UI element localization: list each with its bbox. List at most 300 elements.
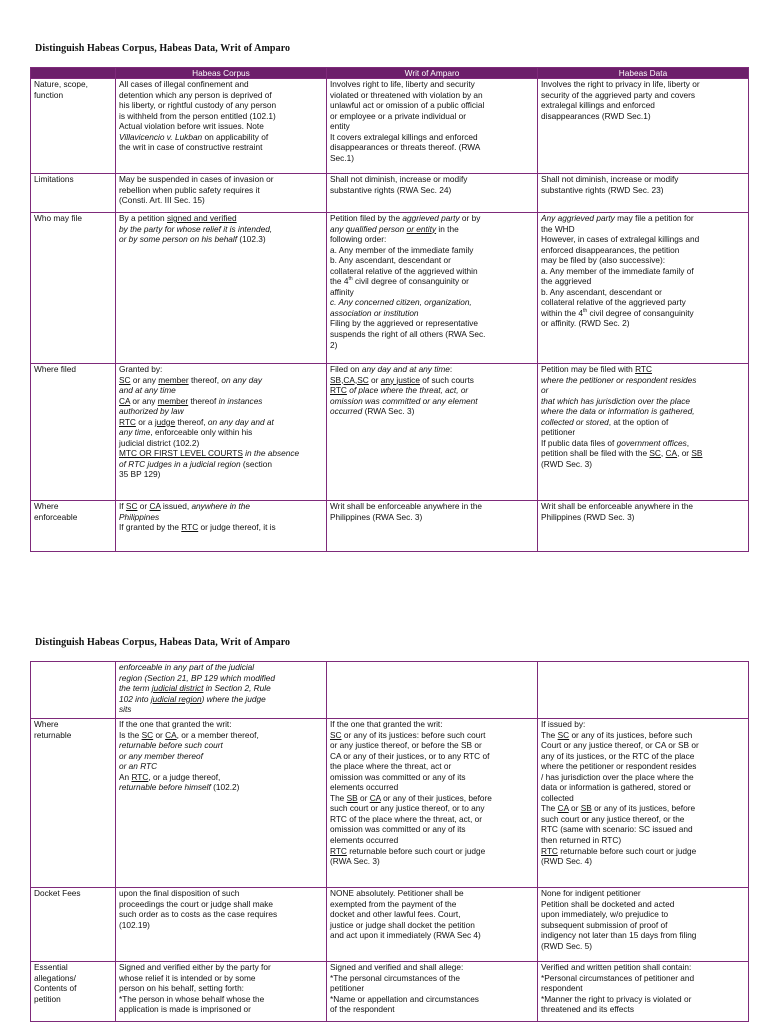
text-line	[119, 501, 323, 512]
row-label-line: Where	[34, 501, 59, 511]
text-segment: justice or judge shall docket the petition	[330, 919, 475, 930]
row-label-line: Contents of	[34, 983, 77, 994]
text-line	[330, 814, 534, 825]
text-segment: entity	[330, 121, 350, 132]
row-label-line: Where filed	[34, 364, 76, 374]
text-segment: SB	[580, 803, 592, 814]
text-line	[119, 772, 323, 783]
text-line	[119, 396, 323, 407]
text-segment: the term	[119, 683, 152, 694]
text-segment: aggrieved party	[402, 213, 460, 223]
text-line	[541, 814, 745, 825]
text-line	[119, 512, 323, 523]
text-line	[330, 245, 534, 256]
text-line	[541, 719, 745, 730]
text-line	[330, 973, 534, 984]
text-line	[119, 79, 323, 90]
text-segment: data or information is gathered, stored or	[541, 782, 691, 793]
text-segment: the 4	[330, 276, 349, 287]
text-segment: that which has jurisdiction over the place	[541, 395, 690, 406]
text-line	[119, 213, 323, 224]
text-line	[541, 909, 745, 920]
text-segment: *Manner the right to privacy is violated or	[541, 993, 692, 1004]
text-line	[541, 245, 745, 256]
text-line	[330, 340, 534, 351]
text-line	[541, 90, 745, 101]
text-segment: Any aggrieved party	[541, 213, 615, 223]
text-line	[330, 364, 534, 375]
text-line	[541, 772, 745, 783]
text-segment: or by	[459, 213, 481, 223]
table-row-where-enforceable	[31, 501, 749, 552]
text-segment: Philippines (RWA Sec. 3)	[330, 511, 423, 522]
text-segment: in instances	[218, 395, 263, 406]
text-line	[330, 255, 534, 266]
text-segment: may be filed by (also successive):	[541, 255, 666, 266]
text-line	[119, 111, 323, 122]
text-segment: If the one that granted the writ:	[330, 719, 443, 729]
text-segment: thereof,	[188, 374, 222, 385]
text-segment: judicial district (102.2)	[119, 437, 200, 448]
text-segment: Philippines (RWD Sec. 3)	[541, 511, 635, 522]
text-segment: thereof	[188, 395, 219, 406]
text-segment: or	[357, 792, 370, 803]
text-segment: where the data or information is gathered,	[541, 406, 695, 417]
text-segment: of the respondent	[330, 1004, 395, 1015]
text-line	[541, 856, 745, 867]
text-line	[330, 782, 534, 793]
text-segment: , or a judge thereof,	[148, 771, 221, 782]
row-label	[31, 662, 116, 719]
text-segment: petitioner	[330, 983, 365, 994]
text-line	[541, 941, 745, 952]
row-label-line: Where	[34, 719, 59, 729]
text-line	[541, 213, 745, 224]
text-segment: of place where the threat, act, or	[346, 385, 469, 396]
text-segment: Writ shall be enforceable anywhere in the	[330, 501, 483, 511]
text-line	[541, 973, 745, 984]
text-segment: CA	[165, 729, 177, 740]
cell-habeas-corpus	[116, 962, 327, 1022]
text-line	[541, 111, 745, 122]
table-row-essential-allegations-contents-of-petition	[31, 962, 749, 1022]
text-segment: upon the final disposition of such	[119, 888, 240, 898]
text-line	[330, 297, 534, 308]
text-segment: CA	[665, 448, 678, 459]
text-segment: the WHD	[541, 223, 575, 234]
cell-writ-of-amparo	[327, 719, 538, 888]
text-segment: (Consti. Art. III Sec. 15)	[119, 195, 205, 206]
text-segment: threatened and its effects	[541, 1004, 635, 1015]
text-segment: th	[582, 308, 588, 315]
text-segment: a. Any member of the immediate family of	[541, 265, 694, 276]
text-line	[119, 888, 323, 899]
text-segment: association or institution	[330, 307, 419, 318]
text-line	[541, 920, 745, 931]
table-row-where-returnable	[31, 719, 749, 888]
text-line	[330, 406, 534, 417]
text-line	[541, 438, 745, 449]
text-segment: Court or any justice thereof, or CA or SB or	[541, 740, 699, 751]
row-label-line: allegations/	[34, 972, 76, 983]
header-habeas-corpus: Habeas Corpus	[116, 68, 327, 79]
text-segment: such order as to costs as the case requires	[119, 909, 278, 920]
cell-writ-of-amparo	[327, 79, 538, 174]
text-segment: May be suspended in cases of invasion or	[119, 174, 274, 184]
text-line	[330, 121, 534, 132]
text-segment: , or	[677, 448, 692, 459]
text-segment: If the one that granted the writ:	[119, 719, 232, 729]
text-segment: RTC	[131, 771, 149, 782]
text-segment: omission was committed or any of its	[330, 824, 466, 835]
cell-habeas-data	[538, 79, 749, 174]
text-segment: judicial region	[150, 693, 202, 704]
text-segment: An	[119, 771, 132, 782]
text-line	[119, 522, 323, 533]
text-segment: in the	[436, 223, 459, 234]
cell-writ-of-amparo	[327, 213, 538, 364]
table-row-nature-scope-function	[31, 79, 749, 174]
cell-writ-of-amparo	[327, 501, 538, 552]
row-label-line: Limitations	[34, 174, 74, 184]
text-line	[330, 276, 534, 287]
text-line	[330, 234, 534, 245]
cell-habeas-data	[538, 174, 749, 213]
text-line	[330, 79, 534, 90]
text-segment: ) where the judge	[201, 693, 266, 704]
text-line	[330, 772, 534, 783]
table-row-who-may-file	[31, 213, 749, 364]
cell-writ-of-amparo	[327, 662, 538, 719]
text-segment: or a	[135, 416, 155, 427]
text-segment: or any of its justices, before	[591, 803, 696, 814]
text-line	[119, 973, 323, 984]
text-line	[119, 719, 323, 730]
text-segment: or	[568, 803, 581, 814]
row-label	[31, 213, 116, 364]
cell-writ-of-amparo	[327, 962, 538, 1022]
text-line	[541, 983, 745, 994]
table-row-docket-fees	[31, 888, 749, 962]
text-line	[119, 121, 323, 132]
text-segment: is withheld from the person entitled (102.1)	[119, 110, 276, 121]
text-segment: Sec.1)	[330, 152, 354, 163]
row-label	[31, 501, 116, 552]
text-line	[330, 142, 534, 153]
text-segment: CA	[119, 395, 131, 406]
text-line	[541, 930, 745, 941]
text-segment: rebellion when public safety requires it	[119, 184, 260, 195]
text-line	[119, 459, 323, 470]
cell-habeas-data	[538, 364, 749, 501]
text-segment: signed and verified	[166, 213, 237, 223]
text-segment: RTC	[119, 416, 136, 427]
text-segment: collected	[541, 792, 574, 803]
cell-habeas-corpus	[116, 364, 327, 501]
text-segment: *The person in whose behalf whose the	[119, 993, 265, 1004]
text-segment: exempted from the payment of the	[330, 898, 457, 909]
text-segment: Filed on	[330, 364, 362, 374]
text-segment: where the petitioner or respondent resides	[541, 761, 697, 772]
text-segment: government offices	[616, 437, 687, 448]
text-segment: proceedings the court or judge shall make	[119, 898, 274, 909]
text-segment: Actual violation before writ issues. Note	[119, 121, 264, 132]
text-segment: RTC	[181, 522, 199, 533]
text-segment: SB	[346, 792, 358, 803]
text-segment: RTC	[541, 845, 558, 856]
text-line	[330, 308, 534, 319]
text-segment: on applicability of	[202, 131, 269, 142]
text-line	[119, 174, 323, 185]
text-segment: enforced disappearances, the petition	[541, 244, 680, 255]
row-label-line: Who may file	[34, 213, 82, 223]
text-line	[541, 276, 745, 287]
text-segment: (RWA Sec. 3)	[330, 856, 380, 867]
text-segment: petition shall be filed with the	[541, 448, 650, 459]
text-segment: or by some person on his behalf	[119, 234, 238, 245]
text-segment: ,	[660, 448, 666, 459]
text-line	[541, 174, 745, 185]
text-line	[330, 920, 534, 931]
text-segment: SC	[649, 448, 661, 459]
text-segment: SC	[141, 729, 154, 740]
text-line	[541, 740, 745, 751]
text-line	[330, 512, 534, 523]
row-label-line: function	[34, 89, 64, 100]
text-segment: The	[330, 792, 347, 803]
text-segment: *The personal circumstances of the	[330, 972, 461, 983]
text-segment: civil degree of consanguinity or	[352, 276, 469, 287]
text-segment: (RWD Sec. 3)	[541, 458, 593, 469]
text-segment: (102.3)	[237, 234, 266, 245]
text-segment: ,	[686, 437, 690, 448]
text-line	[541, 846, 745, 857]
text-segment: upon immediately, w/o prejudice to	[541, 909, 669, 920]
text-line	[541, 79, 745, 90]
text-segment: , or a member thereof,	[176, 729, 259, 740]
row-label-line: petition	[34, 993, 61, 1004]
text-segment: or judge thereof, it is	[198, 522, 276, 533]
row-label-line: returnable	[34, 729, 72, 740]
text-segment: in the absence	[242, 448, 300, 459]
text-line	[330, 930, 534, 941]
text-line	[119, 234, 323, 245]
text-line	[119, 385, 323, 396]
text-segment: *Name or appellation and circumstances	[330, 993, 479, 1004]
text-line	[541, 899, 745, 910]
text-line	[541, 512, 745, 523]
header-habeas-data: Habeas Data	[538, 68, 749, 79]
text-segment: the writ in case of constructive restraint	[119, 142, 263, 153]
row-label	[31, 364, 116, 501]
text-line	[119, 730, 323, 741]
text-segment: suspends the right of all others (RWA Sec.	[330, 329, 486, 340]
text-segment: SB,CA,SC	[330, 374, 369, 385]
text-segment: judge	[154, 416, 176, 427]
text-line	[119, 662, 323, 673]
text-line	[119, 132, 323, 143]
text-line	[119, 740, 323, 751]
text-segment: any qualified person	[330, 223, 407, 234]
text-segment: (section	[240, 458, 272, 469]
text-segment: Philippines	[119, 511, 160, 522]
row-label	[31, 719, 116, 888]
text-segment: Petition shall be docketed and acted	[541, 898, 675, 909]
text-segment: 102 into	[119, 693, 151, 704]
text-line	[330, 719, 534, 730]
text-segment: collateral relative of the aggrieved party	[541, 297, 686, 308]
text-line	[541, 318, 745, 329]
text-segment: 2)	[330, 339, 338, 350]
text-segment: or any member thereof	[119, 750, 203, 761]
text-segment: Writ shall be enforceable anywhere in the	[541, 501, 694, 511]
text-line	[541, 793, 745, 804]
text-segment: respondent	[541, 983, 583, 994]
text-line	[541, 308, 745, 319]
text-segment: any justice	[380, 374, 420, 385]
text-segment: then returned in RTC)	[541, 835, 622, 846]
text-segment: :	[449, 364, 453, 374]
text-segment: Filing by the aggrieved or representative	[330, 318, 479, 329]
text-segment: of RTC judges in a judicial region	[119, 458, 241, 469]
text-line	[541, 803, 745, 814]
text-segment: substantive rights (RWD Sec. 23)	[541, 184, 664, 195]
text-segment: of such courts	[419, 374, 474, 385]
text-segment: returnable before such court	[119, 740, 223, 751]
text-line	[119, 375, 323, 386]
row-label	[31, 962, 116, 1022]
cell-habeas-data	[538, 962, 749, 1022]
text-line	[541, 297, 745, 308]
text-segment: SC	[557, 729, 570, 740]
cell-habeas-data	[538, 501, 749, 552]
text-line	[541, 100, 745, 111]
text-segment: It covers extralegal killings and enforced	[330, 131, 478, 142]
row-label	[31, 79, 116, 174]
text-segment: substantive rights (RWA Sec. 24)	[330, 184, 452, 195]
text-segment: Granted by:	[119, 364, 163, 374]
text-segment: in Section 2, Rule	[203, 683, 271, 694]
text-segment: or any	[130, 395, 158, 406]
text-segment: issued,	[160, 501, 192, 511]
table-row-continued	[31, 662, 749, 719]
text-segment: returnable before such court or judge	[346, 845, 486, 856]
text-line	[541, 364, 745, 375]
text-line	[119, 364, 323, 375]
text-segment: the place where the threat, act or	[330, 761, 452, 772]
text-segment: elements occurred	[330, 835, 399, 846]
text-segment: affinity	[330, 286, 354, 297]
page-title: Distinguish Habeas Corpus, Habeas Data, Writ of Amparo	[35, 637, 291, 648]
text-line	[119, 100, 323, 111]
text-segment: any of its justices, or the RTC of the place	[541, 750, 695, 761]
text-line	[541, 782, 745, 793]
text-segment: The	[541, 803, 558, 814]
text-segment: omission was committed or any of its	[330, 771, 466, 782]
text-segment: judicial district	[151, 683, 204, 694]
text-segment: elements occurred	[330, 782, 399, 793]
text-line	[330, 329, 534, 340]
text-segment: by the party for whose relief it is intended,	[119, 223, 273, 234]
text-segment: violated or threatened with violation by an	[330, 89, 483, 100]
text-line	[330, 213, 534, 224]
text-segment: / has jurisdiction over the place where the	[541, 771, 694, 782]
text-line	[330, 751, 534, 762]
cell-habeas-corpus	[116, 719, 327, 888]
text-segment: his liberty, or rightful custody of any person	[119, 100, 277, 111]
text-segment: and act upon it immediately (RWA Sec 4)	[330, 930, 481, 941]
text-segment: indigency not later than 15 days from filing	[541, 930, 697, 941]
text-line	[330, 266, 534, 277]
text-line	[119, 761, 323, 772]
text-segment: Villavicencio v. Lukban	[119, 131, 203, 142]
text-line	[541, 751, 745, 762]
text-segment: or	[137, 501, 150, 511]
text-line	[119, 224, 323, 235]
text-segment: b. Any ascendant, descendant or	[330, 255, 451, 266]
text-line	[541, 375, 745, 386]
text-segment: docket and other lawful fees. Court,	[330, 909, 461, 920]
text-segment: If public data files of	[541, 437, 617, 448]
header-writ-of-amparo: Writ of Amparo	[327, 68, 538, 79]
text-line	[119, 469, 323, 480]
text-line	[330, 385, 534, 396]
text-segment: region (Section 21, BP 129 which modified	[119, 672, 276, 683]
text-line	[330, 740, 534, 751]
text-segment: NONE absolutely. Petitioner shall be	[330, 888, 464, 898]
text-segment: extralegal killings and enforced	[541, 100, 655, 111]
text-line	[119, 909, 323, 920]
text-segment: or any justice thereof, or before the SB or	[330, 740, 482, 751]
text-line	[541, 962, 745, 973]
text-segment: any time	[119, 427, 151, 438]
cell-writ-of-amparo	[327, 174, 538, 213]
text-segment: RTC (same with scenario: SC issued and	[541, 824, 693, 835]
text-segment: , at the option of	[608, 416, 669, 427]
text-segment: However, in cases of extralegal killings and	[541, 234, 700, 245]
text-line	[330, 835, 534, 846]
text-segment: CA or any of their justices, or to any RTC of	[330, 750, 490, 761]
text-segment: occurred	[330, 406, 363, 417]
text-segment: RTC	[330, 845, 347, 856]
text-segment: (RWA Sec. 3)	[362, 406, 415, 417]
text-segment: (102.2)	[210, 782, 240, 793]
text-segment: returnable before himself	[119, 782, 211, 793]
text-segment: or	[368, 374, 381, 385]
text-segment: RTC	[635, 364, 652, 374]
text-segment: or any	[130, 374, 159, 385]
cell-habeas-data	[538, 719, 749, 888]
text-segment: unlawful act or omission of a public official	[330, 100, 485, 111]
text-line	[330, 994, 534, 1005]
text-line	[119, 994, 323, 1005]
text-segment: or entity	[406, 223, 437, 234]
text-segment: any day and at any time	[361, 364, 450, 374]
text-segment: application is made is imprisoned or	[119, 1004, 251, 1015]
row-label-line: enforceable	[34, 511, 78, 522]
text-segment: None for indigent petitioner	[541, 888, 641, 898]
text-segment: All cases of illegal confinement and	[119, 79, 249, 89]
text-segment: Involves the right to privacy in life, liberty or	[541, 79, 700, 89]
text-segment: CA	[369, 792, 381, 803]
text-segment: omission was committed or any element	[330, 395, 478, 406]
text-line	[119, 899, 323, 910]
text-segment: enforceable in any part of the judicial	[119, 662, 255, 672]
text-segment: person on his behalf, setting forth:	[119, 983, 244, 994]
row-label-line: Nature, scope,	[34, 79, 88, 89]
text-line	[119, 694, 323, 705]
text-segment: MTC OR FIRST LEVEL COURTS	[119, 448, 243, 459]
